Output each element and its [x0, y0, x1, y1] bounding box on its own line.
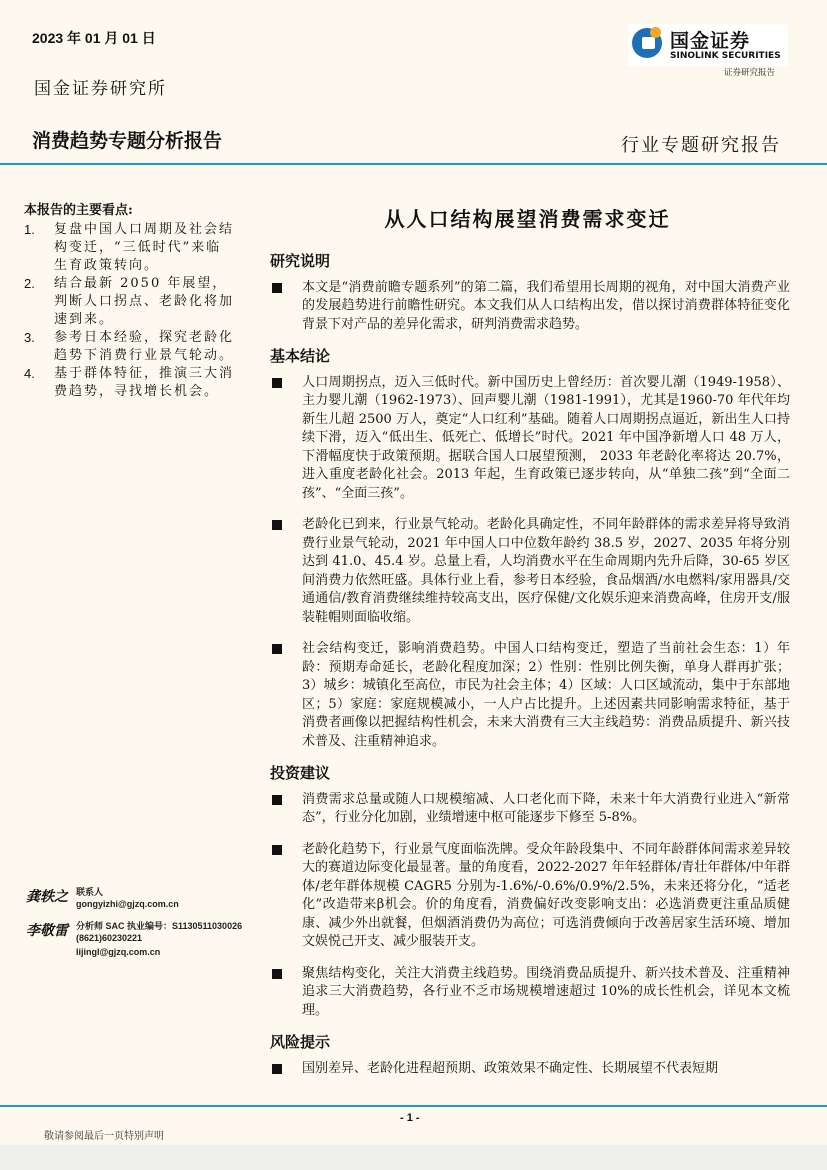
item-text: 基于群体特征，推演三大消费趋势，寻找增长机会。 [54, 366, 235, 399]
author-email[interactable]: gongyizhi@gjzq.com.cn [76, 899, 179, 909]
highlights-list [24, 221, 234, 401]
item-number: 3. [24, 330, 35, 345]
logo-name-en: SINOLINK SECURITIES [670, 51, 781, 61]
bullet-item [270, 1060, 790, 1079]
highlights-sidebar [24, 202, 234, 401]
bullet-square-icon [272, 378, 282, 388]
author-role: 分析师 SAC 执业编号：S1130511030026 [76, 921, 243, 931]
highlight-item [24, 365, 234, 401]
bullet-square-icon [272, 283, 282, 293]
item-number: 1. [24, 222, 35, 237]
bullet-square-icon [272, 795, 282, 805]
bullet-text: 老龄化已到来，行业景气轮动。老龄化具确定性，不同年龄群体的需求差异将导致消费行业景气轮动，2021 年中国人口中位数年龄约 38.5 岁，2027、2035 年将分别达到 41.0、45.4 岁。总量上看，人均消费水平在生命周期内先升后降，30-65 岁区间消费力依然旺盛。具体行业上看，参考日本经验，食品烟酒/水电燃料/家用器具/交通通信/教育消费继续维持较高支出，医疗保健/文化娱乐迎来消费高峰，住房开支/服装鞋帽则面临收缩。 [302, 517, 790, 625]
logo-name-cn: 国金证券 [670, 30, 751, 52]
bullet-square-icon [272, 969, 282, 979]
bullet-square-icon [272, 520, 282, 530]
section-heading: 风险提示 [270, 1033, 331, 1051]
report-type: 行业专题研究报告 [621, 135, 781, 156]
series-title: 消费趋势专题分析报告 [32, 130, 223, 152]
author-info [76, 886, 179, 910]
bullet-item [270, 516, 790, 627]
bullet-text: 本文是“消费前瞻专题系列”的第二篇，我们希望用长周期的视角，对中国大消费产业的发展趋势进行前瞻性研究。本文我们从人口结构出发，借以探讨消费群体特征变化背景下对产品的差异化需求，研判消费需求趋势。 [302, 279, 790, 332]
footer-disclaimer: 敬请参阅最后一页特别声明 [44, 1131, 164, 1142]
section-heading: 研究说明 [270, 252, 331, 270]
bullet-item [270, 791, 790, 828]
author-name: 龚轶之 [26, 889, 68, 905]
main-content [270, 252, 790, 1091]
author-email[interactable]: lijingl@gjzq.com.cn [76, 947, 161, 957]
company-logo [628, 24, 788, 66]
header-divider [0, 163, 827, 165]
item-text: 复盘中国人口周期及社会结构变迁，“三低时代”来临生育政策转向。 [54, 222, 235, 273]
bullet-item [270, 279, 790, 335]
logo-dot-icon [650, 27, 661, 38]
author-role: 联系人 [76, 887, 104, 897]
section-heading: 投资建议 [270, 764, 331, 782]
page-number: - 1 - [400, 1112, 420, 1124]
report-date: 2023 年 01 月 01 日 [32, 30, 156, 46]
report-title: 从人口结构展望消费需求变迁 [384, 207, 671, 231]
item-text: 结合最新 2050 年展望，判断人口拐点、老龄化将加速到来。 [54, 276, 235, 327]
section-heading: 基本结论 [270, 347, 331, 365]
highlight-item [24, 275, 234, 329]
footer-divider [0, 1105, 827, 1107]
bullet-item [270, 965, 790, 1021]
bullet-item [270, 374, 790, 504]
item-number: 2. [24, 276, 35, 291]
highlight-item [24, 329, 234, 365]
author-entry [26, 920, 242, 958]
bullet-text: 聚焦结构变化，关注大消费主线趋势。围绕消费品质提升、新兴技术普及、注重精神追求三大消费趋势，各行业不乏市场规模增速超过 10%的成长性机会，详见本文梳理。 [302, 965, 790, 1018]
highlights-heading: 本报告的主要看点: [24, 203, 133, 218]
bullet-text: 国别差异、老龄化进程超预期、政策效果不确定性、长期展望不代表短期 [302, 1060, 719, 1076]
bullet-square-icon [272, 644, 282, 654]
bullet-text: 老龄化趋势下，行业景气度面临洗牌。受众年龄段集中、不同年龄群体间需求差异较大的赛道边际变化最显著。量的角度看，2022-2027 年年轻群体/青壮年群体/中年群体/老年群体规模 CAGR5 分别为-1.6%/-0.6%/0.9%/2.5%，未来还将分化，“适老化”改造带来β机会。价的角度看，消费偏好改变影响支出：必选消费更注重品质健康、减少外出就餐，但烟酒消费仍为高位；可选消费倾向于改善居家生活环境、增加文娱悦己开支、减少服装开支。 [302, 841, 790, 949]
author-phone: (8621)60230221 [76, 933, 143, 943]
logo-subtitle: 证券研究报告 [724, 68, 776, 78]
institute-name: 国金证券研究所 [34, 79, 167, 99]
bullet-text: 社会结构变迁，影响消费趋势。中国人口结构变迁，塑造了当前社会生态：1）年龄：预期寿命延长，老龄化程度加深；2）性别：性别比例失衡，单身人群再扩张；3）城乡：城镇化至高位，市民为社会主体；4）区域：人口区域流动，集中于东部地区；5）家庭：家庭规模减小，一人户占比提升。上述因素共同影响需求特征，基于消费者画像以把握结构性机会，未来大消费有三大主线趋势：消费品质提升、新兴技术普及、注重精神追求。 [302, 641, 790, 749]
bullet-square-icon [272, 845, 282, 855]
author-name: 李敬雷 [26, 923, 68, 939]
bullet-item [270, 841, 790, 952]
author-entry [26, 886, 242, 910]
bullet-text: 人口周期拐点，迈入三低时代。新中国历史上曾经历：首次婴儿潮（1949-1958）、主力婴儿潮（1962-1973）、回声婴儿潮（1981-1991），尤其是1960-70 年代年均新生儿超 2500 万人，奠定“人口红利”基础。随着人口周期拐点逼近，新出生人口持续下滑，迈入“低出生、低死亡、低增长”时代。2021 年中国净新增人口 48 万人，下滑幅度快于政策预期。据联合国人口展望预测， 2033 年老龄化率将达 20.7%，进入重度老龄化社会。2013 年起，生育政策已逐步转向，从“单独二孩”到“全面二孩”、“全面三孩”。 [302, 374, 790, 501]
item-text: 参考日本经验，探究老龄化趋势下消费行业景气轮动。 [54, 330, 235, 363]
bullet-square-icon [272, 1064, 282, 1074]
author-info [76, 920, 242, 958]
authors-block [26, 886, 242, 968]
highlight-item [24, 221, 234, 275]
bullet-text: 消费需求总量或随人口规模缩减、人口老化而下降，未来十年大消费行业进入“新常态”，行业分化加剧，业绩增速中枢可能逐步下修至 5-8%。 [302, 791, 790, 825]
bullet-item [270, 640, 790, 751]
item-number: 4. [24, 366, 35, 381]
